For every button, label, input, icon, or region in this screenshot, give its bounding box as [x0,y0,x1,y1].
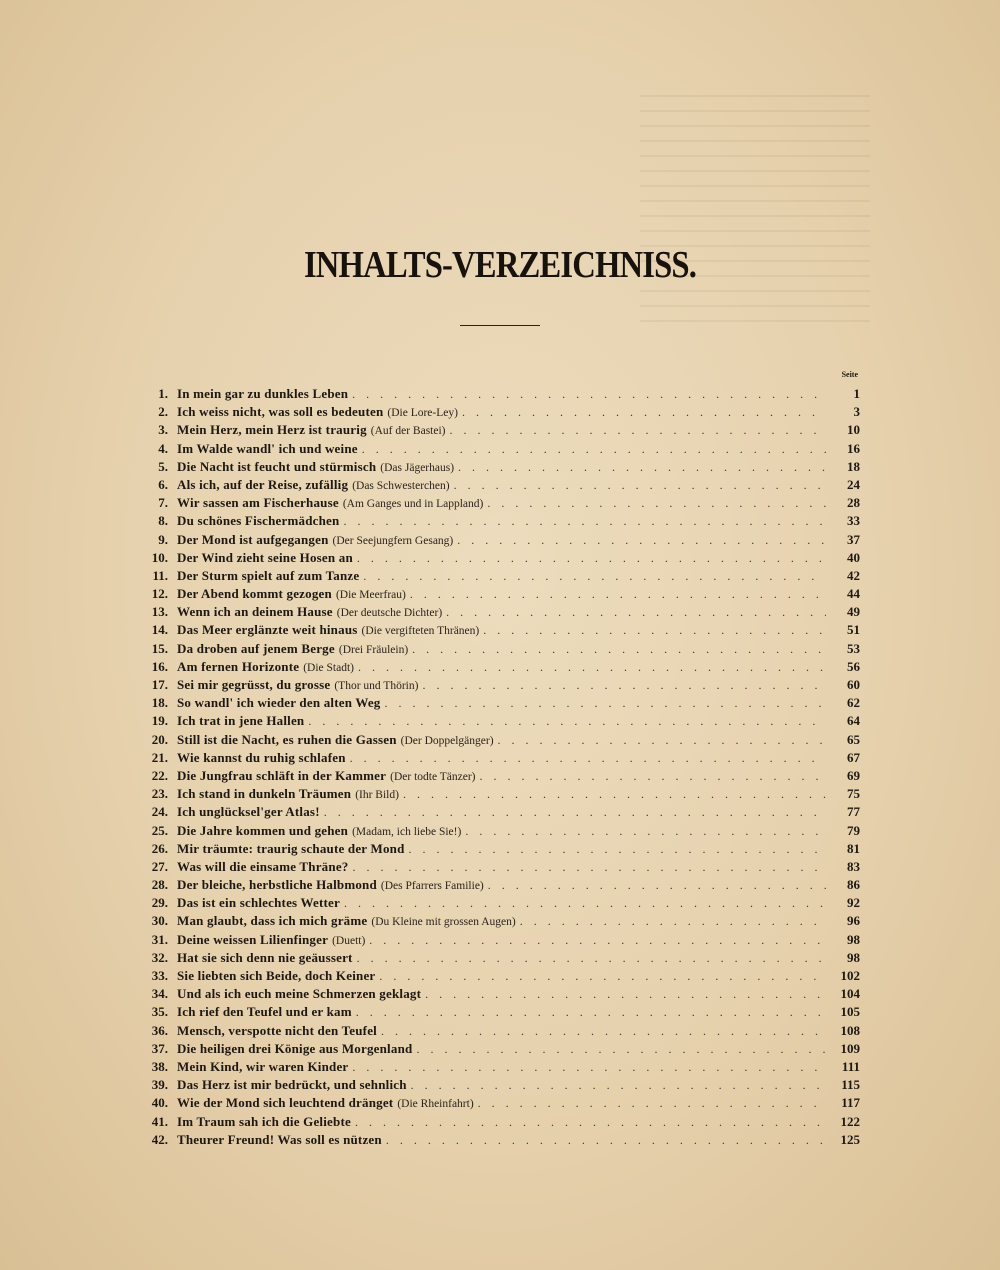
dot-leader [403,785,826,803]
entry-number: 3. [158,422,168,438]
entry-number: 1. [158,386,168,401]
entry-number: 20. [151,731,168,747]
dot-leader [350,749,826,767]
entry-page-number: 16 [847,440,860,456]
dot-leader [454,476,826,494]
entry-title: Mein Herz, mein Herz ist traurig [177,422,367,438]
entry-number: 29. [151,895,168,911]
entry-page-number: 122 [840,1113,860,1129]
entry-title: Was will die einsame Thräne? [177,858,349,874]
entry-number: 25. [151,822,168,838]
dot-leader [369,931,826,949]
entry-page-number: 67 [847,749,860,765]
toc-entry [130,421,860,439]
entry-page-number: 102 [840,968,860,983]
toc-entry [130,912,860,930]
entry-title: Die Jungfrau schläft in der Kammer [177,767,387,783]
toc-entry [130,694,860,712]
entry-title: Deine weissen Lilienfinger [177,931,329,947]
entry-number: 13. [151,604,168,620]
toc-entry [130,621,860,639]
entry-number: 21. [151,749,168,765]
entry-title: Der bleiche, herbstliche Halbmond [177,877,377,893]
dot-leader [352,385,826,403]
entry-number: 36. [151,1022,168,1038]
dot-leader [458,458,826,476]
entry-title: Hat sie sich denn nie geäussert [177,949,353,965]
entry-title: Ich trat in jene Hallen [177,713,305,729]
entry-page-number: 60 [847,677,860,692]
entry-title: Das ist ein schlechtes Wetter [177,895,340,911]
toc-entry [130,803,860,821]
entry-title: Still ist die Nacht, es ruhen die Gassen [177,731,397,747]
entry-number: 35. [151,1004,168,1020]
dot-leader [465,822,826,840]
entry-title: Der Wind zieht seine Hosen an [177,549,353,565]
toc-entry [130,876,860,894]
entry-subtitle: (Der todte Tänzer) [390,770,476,783]
entry-number: 14. [151,622,168,638]
entry-number: 39. [151,1077,168,1093]
entry-subtitle: (Thor und Thörin) [334,680,419,692]
toc-entry [130,567,860,585]
entry-subtitle: (Die Meerfrau) [335,589,406,602]
entry-page-number: 86 [847,877,860,893]
toc-entry [130,385,860,403]
entry-title: Ich rief den Teufel und er kam [177,1004,352,1020]
entry-title: Der Abend kommt gezogen [177,586,332,602]
entry-number: 31. [151,931,168,947]
dot-leader [462,403,826,421]
entry-title: So wandl' ich wieder den alten Weg [177,695,381,711]
entry-page-number: 37 [847,531,860,547]
entry-page-number: 98 [847,931,860,947]
entry-title: Am fernen Horizonte [177,658,300,674]
dot-leader [446,603,826,621]
entry-page-number: 105 [840,1004,860,1020]
entry-subtitle: (Des Pfarrers Familie) [380,880,484,893]
toc-entry [130,640,860,658]
entry-page-number: 65 [847,731,860,747]
toc-entry [130,512,860,530]
toc-entry [130,731,860,749]
entry-page-number: 40 [847,549,860,565]
entry-page-number: 79 [847,822,860,838]
entry-page-number: 64 [847,713,860,729]
entry-page-number: 56 [847,658,860,674]
entry-subtitle: (Der Doppelgänger) [400,734,494,747]
toc-entry [130,494,860,512]
entry-title: Ich unglücksel'ger Atlas! [177,804,320,820]
toc-entry [130,785,860,803]
entry-page-number: 83 [847,858,860,874]
entry-title: Man glaubt, dass ich mich gräme [177,913,368,929]
entry-page-number: 81 [847,840,860,856]
entry-number: 34. [151,986,168,1002]
dot-leader [355,1113,826,1131]
entry-title: Im Traum sah ich die Geliebte [177,1113,351,1129]
toc-entry [130,1113,860,1131]
page-column-header: Seite [841,370,858,379]
dot-leader [520,912,826,930]
entry-title: Mein Kind, wir waren Kinder [177,1058,349,1074]
dot-leader [411,1076,826,1094]
entry-number: 17. [151,677,168,692]
entry-title: Wie kannst du ruhig schlafen [177,749,346,765]
title-divider [460,325,540,326]
entry-page-number: 51 [847,622,860,638]
dot-leader [480,767,827,785]
toc-entry [130,1131,860,1149]
dot-leader [410,585,826,603]
entry-title: Wir sassen am Fischerhause [177,495,339,511]
entry-subtitle: (Der Seejungfern Gesang) [332,534,454,547]
entry-number: 19. [151,713,168,729]
entry-page-number: 3 [853,404,860,420]
dot-leader [357,949,826,967]
entry-title: Sei mir gegrüsst, du grosse [177,677,331,692]
entry-subtitle: (Duett) [332,934,366,947]
toc-entry [130,1040,860,1058]
dot-leader [488,876,826,894]
entry-page-number: 18 [847,458,860,474]
entry-title: Der Mond ist aufgegangen [177,531,329,547]
entry-number: 5. [158,458,168,474]
entry-number: 27. [151,858,168,874]
toc-entry [130,458,860,476]
entry-page-number: 109 [840,1040,860,1056]
entry-title: Mir träumte: traurig schaute der Mond [177,840,405,856]
entry-page-number: 96 [847,913,860,929]
entry-subtitle: (Das Jägerhaus) [380,461,455,474]
dot-leader [425,985,826,1003]
entry-subtitle: (Am Ganges und in Lappland) [342,498,484,511]
toc-entry [130,949,860,967]
toc-entry [130,603,860,621]
dot-leader [344,894,826,912]
entry-number: 33. [151,968,168,983]
entry-title: Die heiligen drei Könige aus Morgenland [177,1040,413,1056]
entry-number: 26. [151,840,168,856]
dot-leader [457,531,826,549]
entry-title: Da droben auf jenem Berge [177,640,335,656]
entry-title: Der Sturm spielt auf zum Tanze [177,567,360,583]
entry-number: 22. [151,767,168,783]
toc-entry [130,676,860,694]
entry-number: 41. [151,1113,168,1129]
dot-leader [498,731,826,749]
entry-title: Das Herz ist mir bedrückt, und sehnlich [177,1077,407,1093]
entry-page-number: 115 [841,1077,860,1093]
toc-entry [130,549,860,567]
entry-page-number: 62 [847,695,860,711]
entry-page-number: 75 [847,786,860,802]
entry-page-number: 77 [847,804,860,820]
dot-leader [478,1094,826,1112]
dot-leader [450,421,826,439]
entry-title: Mensch, verspotte nicht den Teufel [177,1022,377,1038]
toc-entry [130,658,860,676]
toc-entry [130,1094,860,1112]
entry-title: Ich weiss nicht, was soll es bedeuten [177,404,384,420]
entry-title: Sie liebten sich Beide, doch Keiner [177,968,376,983]
entry-page-number: 53 [847,640,860,656]
dot-leader [409,840,826,858]
entry-page-number: 42 [847,567,860,583]
dot-leader [352,858,826,876]
toc-entry [130,840,860,858]
entry-title: Das Meer erglänzte weit hinaus [177,622,358,638]
entry-number: 40. [151,1095,168,1111]
entry-number: 6. [158,476,168,492]
dot-leader [343,512,826,530]
entry-number: 2. [158,404,168,420]
toc-entry [130,985,860,1003]
dot-leader [358,658,826,676]
entry-number: 30. [151,913,168,929]
entry-page-number: 28 [847,495,860,511]
entry-subtitle: (Die Rheinfahrt) [397,1098,474,1111]
entry-page-number: 10 [847,422,860,438]
toc-entry [130,476,860,494]
entry-subtitle: (Madam, ich liebe Sie!) [352,825,462,838]
entry-number: 12. [151,586,168,602]
page-title: INHALTS-VERZEICHNISS. [303,244,697,286]
toc-entry [130,894,860,912]
dot-leader [381,1022,826,1040]
entry-page-number: 104 [840,986,860,1002]
toc-entry [130,767,860,785]
entry-subtitle: (Die vergifteten Thränen) [361,625,480,638]
entry-title: Und als ich euch meine Schmerzen geklagt [177,986,422,1002]
toc-entry [130,440,860,458]
toc-entry [130,1058,860,1076]
entry-number: 16. [151,658,168,674]
entry-number: 23. [151,786,168,802]
entry-title: Die Nacht ist feucht und stürmisch [177,458,377,474]
entry-page-number: 69 [847,767,860,783]
toc-entry [130,858,860,876]
entry-title: In mein gar zu dunkles Leben [177,386,349,401]
toc-entry [130,822,860,840]
entry-title: Als ich, auf der Reise, zufällig [177,476,349,492]
entry-page-number: 108 [840,1022,860,1038]
dot-leader [363,567,826,585]
entry-title: Wenn ich an deinem Hause [177,604,333,620]
entry-number: 32. [151,949,168,965]
dot-leader [412,640,826,658]
dot-leader [308,712,826,730]
entry-subtitle: (Der deutsche Dichter) [336,607,443,620]
entry-subtitle: (Die Lore-Ley) [387,407,458,420]
entry-title: Im Walde wandl' ich und weine [177,440,358,456]
entry-number: 7. [158,495,168,511]
entry-number: 15. [151,640,168,656]
entry-title: Ich stand in dunkeln Träumen [177,786,352,802]
entry-subtitle: (Auf der Bastei) [370,425,446,438]
entry-number: 9. [158,531,168,547]
entry-page-number: 98 [847,949,860,965]
entry-page-number: 111 [841,1058,860,1074]
dot-leader [324,803,826,821]
toc-entry [130,1022,860,1040]
toc-entry [130,712,860,730]
table-of-contents [130,385,860,1149]
entry-number: 10. [151,549,168,565]
entry-title: Wie der Mond sich leuchtend dränget [177,1095,394,1111]
dot-leader [386,1131,826,1149]
dot-leader [483,621,826,639]
toc-entry [130,1076,860,1094]
toc-entry [130,967,860,985]
toc-entry [130,1003,860,1021]
toc-entry [130,403,860,421]
entry-subtitle: (Ihr Bild) [355,789,399,802]
show-through-texture [640,95,870,325]
entry-subtitle: (Das Schwesterchen) [352,479,450,492]
entry-subtitle: (Drei Fräulein) [338,643,409,656]
entry-number: 38. [151,1058,168,1074]
entry-number: 37. [151,1040,168,1056]
dot-leader [379,967,826,985]
entry-number: 42. [151,1131,168,1147]
entry-number: 28. [151,877,168,893]
toc-entry [130,531,860,549]
entry-number: 11. [152,567,168,583]
entry-page-number: 92 [847,895,860,911]
entry-subtitle: (Die Stadt) [303,661,354,674]
entry-number: 24. [151,804,168,820]
toc-entry [130,931,860,949]
entry-title: Die Jahre kommen und gehen [177,822,349,838]
entry-page-number: 117 [841,1095,860,1111]
dot-leader [352,1058,826,1076]
entry-page-number: 1 [853,386,860,401]
entry-title: Du schönes Fischermädchen [177,513,340,529]
dot-leader [356,1003,826,1021]
toc-entry [130,749,860,767]
entry-page-number: 125 [840,1131,860,1147]
entry-number: 18. [151,695,168,711]
entry-title: Theurer Freund! Was soll es nützen [177,1131,382,1147]
entry-page-number: 33 [847,513,860,529]
entry-page-number: 24 [847,476,860,492]
dot-leader [422,676,826,694]
entry-subtitle: (Du Kleine mit grossen Augen) [371,916,516,929]
toc-entry [130,585,860,603]
dot-leader [385,694,826,712]
dot-leader [487,494,826,512]
entry-page-number: 44 [847,586,860,602]
entry-number: 8. [158,513,168,529]
dot-leader [357,549,826,567]
dot-leader [362,440,826,458]
entry-number: 4. [158,440,168,456]
dot-leader [416,1040,826,1058]
entry-page-number: 49 [847,604,860,620]
